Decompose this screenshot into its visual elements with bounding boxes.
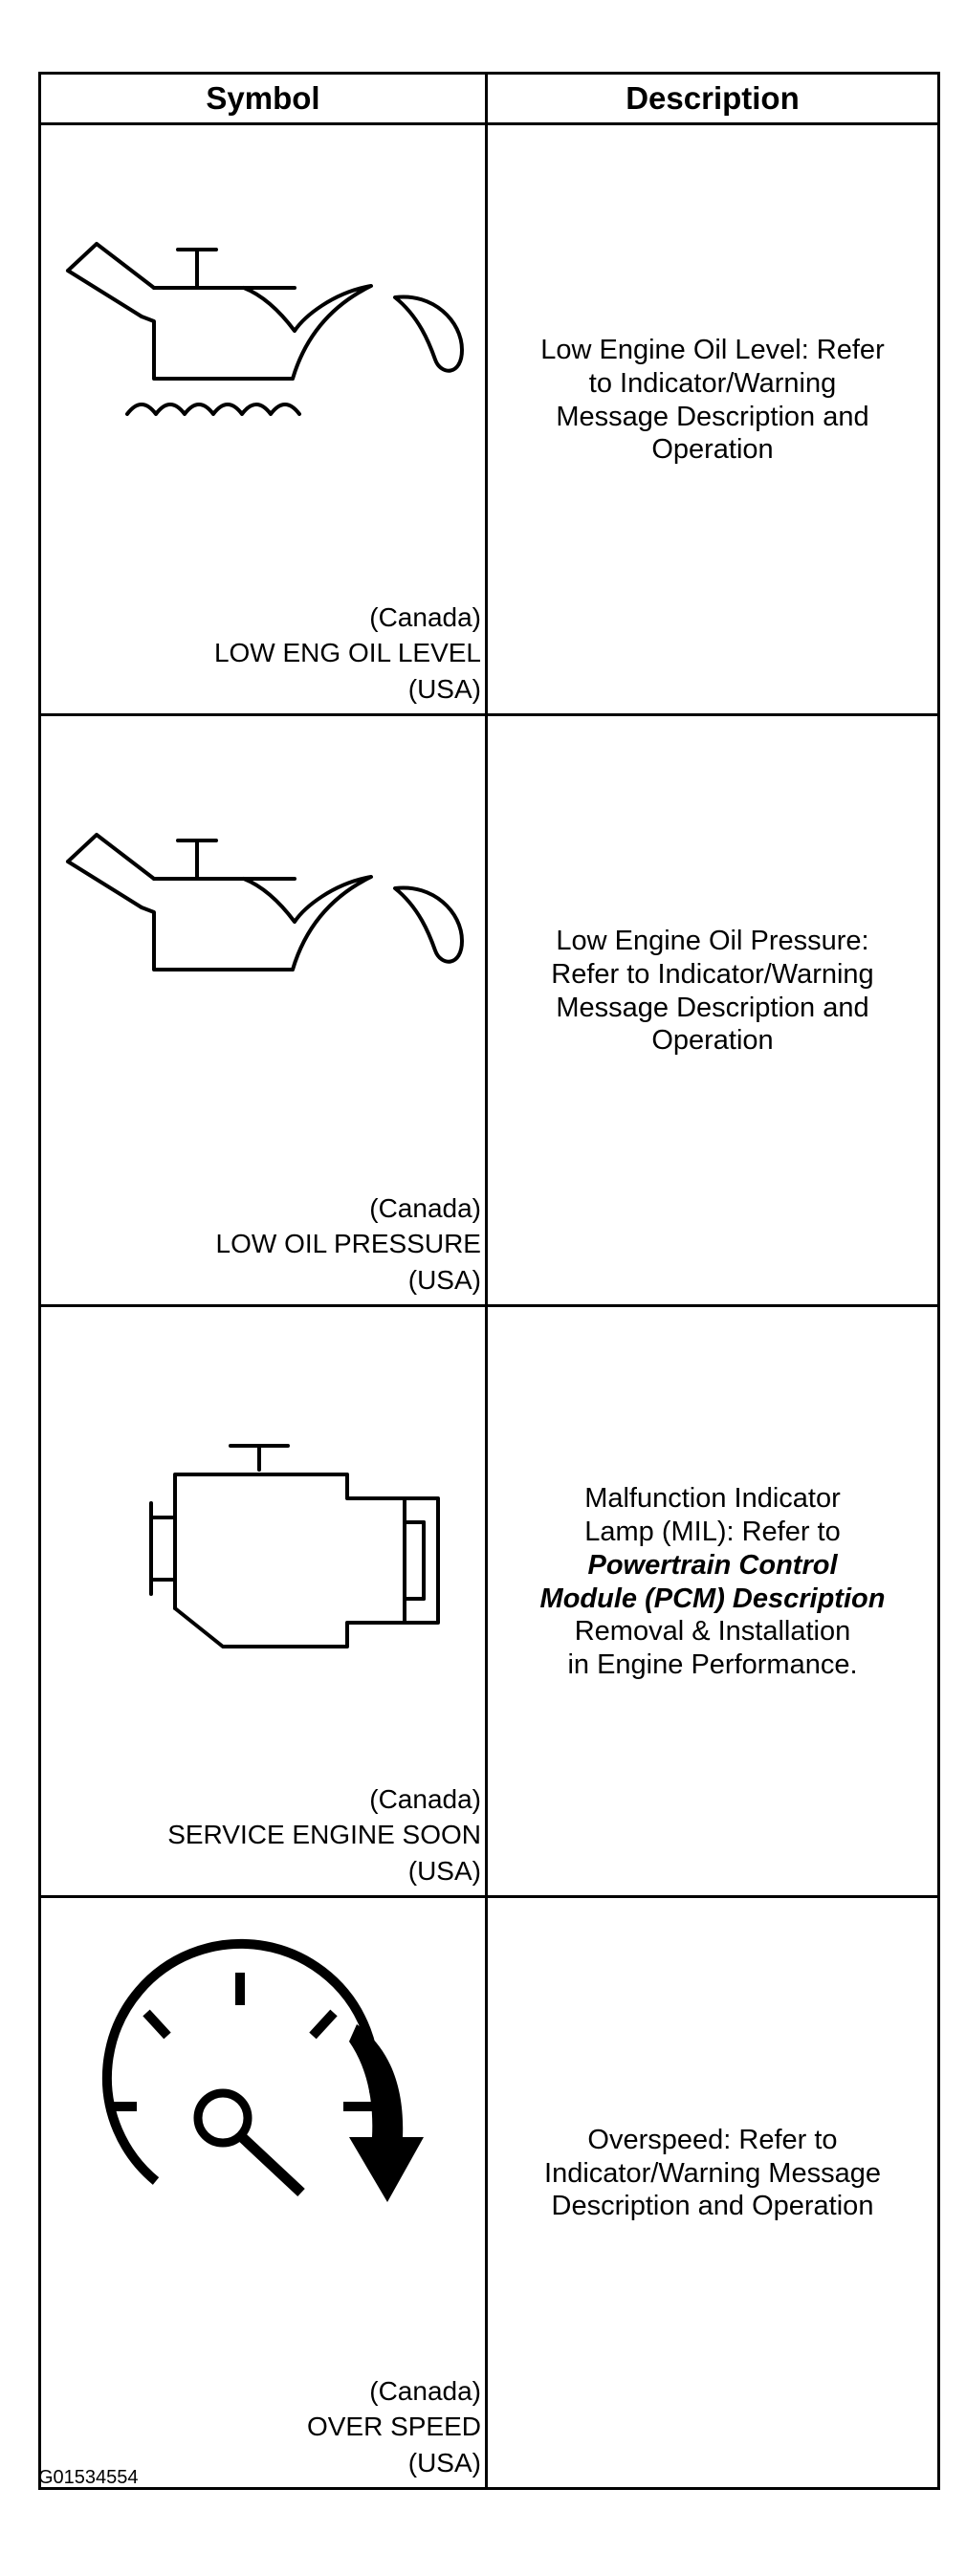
usa-message: LOW ENG OIL LEVEL xyxy=(213,638,481,668)
header-description: Description xyxy=(626,80,800,116)
description-line: Operation xyxy=(651,1025,774,1057)
canada-label: (Canada) xyxy=(369,1192,481,1223)
usa-message: SERVICE ENGINE SOON xyxy=(167,1820,481,1850)
description-line: Powertrain Control xyxy=(587,1549,838,1581)
usa-label: (USA) xyxy=(407,2448,481,2478)
description-line: in Engine Performance. xyxy=(567,1649,858,1681)
symbol-labels xyxy=(214,600,481,708)
description-line: Low Engine Oil Pressure: xyxy=(556,925,869,956)
symbol-cell xyxy=(41,1307,488,1895)
description-line: Low Engine Oil Level: Refer xyxy=(540,334,885,365)
description-cell xyxy=(488,1898,937,2487)
description-line: Lamp (MIL): Refer to xyxy=(584,1516,841,1547)
table-row xyxy=(41,125,937,716)
description-line: Message Description and xyxy=(556,401,869,432)
usa-label: (USA) xyxy=(407,1856,481,1887)
symbol-labels xyxy=(167,1781,481,1889)
usa-label: (USA) xyxy=(407,674,481,705)
symbol-cell xyxy=(41,716,488,1304)
description-cell xyxy=(488,716,937,1304)
symbol-labels xyxy=(216,1190,481,1299)
canada-label: (Canada) xyxy=(369,601,481,632)
usa-message: LOW OIL PRESSURE xyxy=(215,1229,481,1259)
symbol-cell xyxy=(41,125,488,713)
description-line: to Indicator/Warning xyxy=(588,367,837,399)
table-row xyxy=(41,1898,937,2487)
description-line: Description and Operation xyxy=(551,2191,874,2222)
description-cell xyxy=(488,125,937,713)
table-row xyxy=(41,1307,937,1898)
description-line: Module (PCM) Description xyxy=(539,1583,886,1614)
symbol-labels xyxy=(307,2373,481,2481)
figure-code: G01534554 xyxy=(38,2467,139,2488)
description-line: Indicator/Warning Message xyxy=(544,2157,881,2189)
usa-message: OVER SPEED xyxy=(306,2412,481,2442)
symbol-table xyxy=(38,72,940,2490)
header-symbol: Symbol xyxy=(41,75,488,122)
description-line: Refer to Indicator/Warning xyxy=(551,958,874,990)
description-line: Message Description and xyxy=(556,992,869,1023)
description-line: Operation xyxy=(651,434,774,466)
usa-label: (USA) xyxy=(407,1265,481,1296)
canada-label: (Canada) xyxy=(369,1783,481,1814)
description-line: Removal & Installation xyxy=(574,1616,851,1648)
symbol-cell xyxy=(41,1898,488,2487)
table-row xyxy=(41,716,937,1307)
canada-label: (Canada) xyxy=(369,2375,481,2406)
description-line: Malfunction Indicator xyxy=(584,1483,841,1515)
description-cell xyxy=(488,1307,937,1895)
description-line: Overspeed: Refer to xyxy=(587,2124,838,2155)
table-header xyxy=(41,75,937,125)
